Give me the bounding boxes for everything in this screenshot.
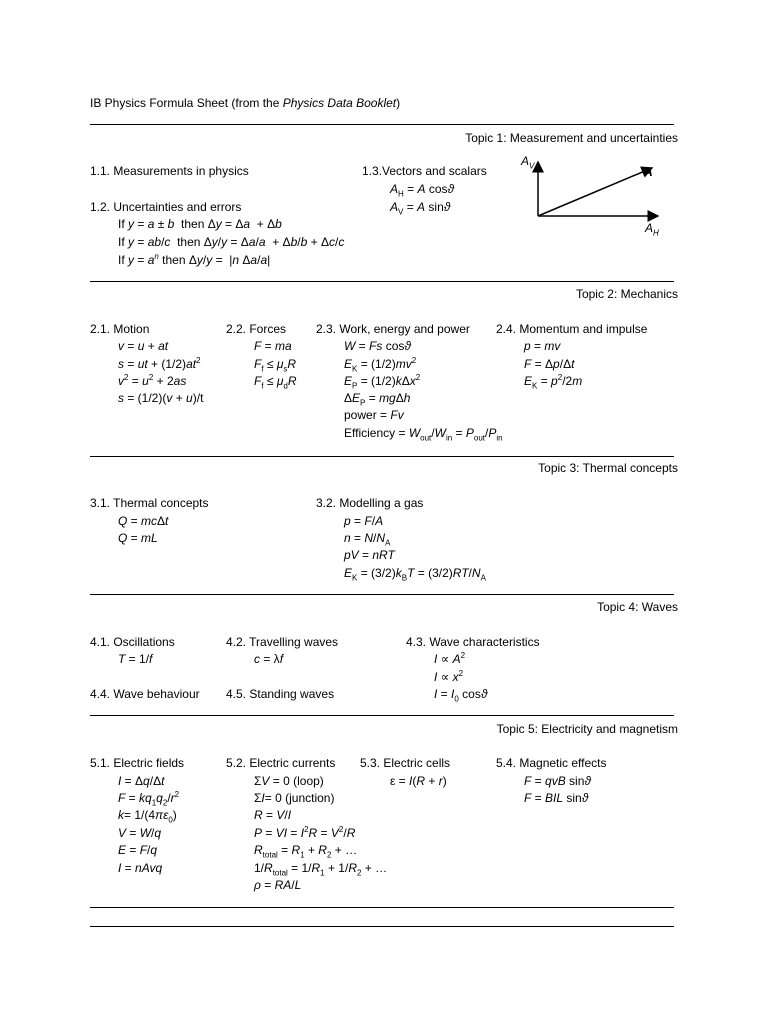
formula-thermal-2: Q = mL [118,531,158,545]
formula-field-5: E = F/q [118,843,158,857]
formula-cell-1: ε = I(R + r) [390,774,447,788]
topic-1-heading: Topic 1: Measurement and uncertainties [465,131,678,145]
formula-current-7: ρ = RA/L [254,878,302,892]
heading-1-2: 1.2. Uncertainties and errors [90,200,242,214]
topic-5-heading: Topic 5: Electricity and magnetism [496,722,678,736]
formula-current-4: P = VI = $I^2R = V^2/R$ [254,825,356,840]
formula-gas-4: $E_K = (3/2)k_BT = (3/2)RT/N_A$ [344,566,486,583]
formula-work-5: power = Fv [344,408,404,422]
formula-gas-1: p = F/A [344,514,384,528]
formula-current-6: $1/R_{total} = 1/R_1 + 1/R_2$ + … [254,861,388,878]
formula-field-3: $k= 1/(4\pi\varepsilon_0)$ [118,808,177,825]
label-av: $A_V$ [521,154,535,171]
divider [90,124,674,125]
formula-work-1: W = Fs cosϑ [344,339,411,353]
divider [90,715,674,716]
formula-thermal-1: Q = mcΔt [118,514,169,528]
formula-field-4: V = W/q [118,826,162,840]
heading-4-1: 4.1. Oscillations [90,635,175,649]
formula-work-4: $\Delta E_P = mg\Delta h$ [344,391,411,408]
heading-4-3: 4.3. Wave characteristics [406,635,540,649]
formula-travelling-1: c = λf [254,652,284,666]
page-title: IB Physics Formula Sheet (from the Physics Data Booklet) [90,96,401,110]
heading-2-2: 2.2. Forces [226,322,287,336]
formula-uncertainty-power: If $y = a^n$ then Δy/y = |n Δa/a| [118,252,271,267]
formula-gas-2: $n = N/N_A$ [344,531,391,548]
formula-forces-3: $F_f \le \mu_dR$ [254,374,297,391]
heading-1-3: 1.3.Vectors and scalars [362,164,487,178]
formula-work-6: Efficiency = $W_{out}/W_{in} = P_{out}/P_{in}$ [344,426,503,443]
heading-1-1: 1.1. Measurements in physics [90,164,249,178]
heading-2-4: 2.4. Momentum and impulse [496,322,648,336]
divider [90,926,674,927]
formula-field-1: I = Δq/Δt [118,774,165,788]
formula-field-2: $F = kq_1q_2/r^2$ [118,790,180,808]
heading-3-1: 3.1. Thermal concepts [90,496,209,510]
formula-current-3: R = V/I [254,808,292,822]
formula-field-6: I = nAvq [118,861,163,875]
label-ah: $A_H$ [645,221,659,238]
heading-5-1: 5.1. Electric fields [90,756,185,770]
heading-5-4: 5.4. Magnetic effects [496,756,607,770]
formula-wave-char-1: $I \propto A^2$ [434,651,466,666]
formula-work-3: $E_P = (1/2)k\Delta x^2$ [344,373,421,391]
label-a: A [644,165,653,179]
formula-motion-2: s = ut + $(1/2)at^2$ [118,356,201,371]
formula-wave-char-2: $I \propto x^2$ [434,669,464,684]
heading-2-1: 2.1. Motion [90,322,150,336]
divider [90,281,674,282]
formula-uncertainty-sum: If y = a ± b then Δy = Δa + Δb [118,217,282,231]
formula-motion-3: $v^2 = u^2 + 2as$ [118,373,187,388]
formula-current-1: ΣV = 0 (loop) [254,774,324,788]
divider [90,907,674,908]
formula-forces-2: $F_f \le \mu_sR$ [254,357,297,374]
formula-wave-char-3: $I = I_0$ cosϑ [434,687,488,704]
formula-momentum-1: p = mv [524,339,561,353]
formula-magnetic-1: F = qvB sinϑ [524,774,592,788]
formula-work-2: $E_K = (1/2)mv^2$ [344,356,417,374]
topic-2-heading: Topic 2: Mechanics [575,287,678,301]
heading-5-2: 5.2. Electric currents [226,756,336,770]
heading-4-2: 4.2. Travelling waves [226,635,339,649]
vector-a-arrow [538,168,652,216]
topic-3-heading: Topic 3: Thermal concepts [538,461,678,475]
formula-gas-3: pV = nRT [344,548,395,562]
formula-oscillation-1: T = 1/f [118,652,153,666]
formula-ah: $A_H = A$ cosϑ [390,182,455,199]
formula-motion-1: v = u + at [118,339,169,353]
heading-2-3: 2.3. Work, energy and power [316,322,470,336]
topic-4-heading: Topic 4: Waves [597,600,678,614]
formula-current-2: ΣI= 0 (junction) [254,791,335,805]
divider [90,594,674,595]
formula-momentum-3: $E_K = p^2/2m$ [524,373,583,391]
heading-3-2: 3.2. Modelling a gas [316,496,424,510]
formula-av: $A_V = A$ sinϑ [390,200,451,217]
divider [90,456,674,457]
heading-5-3: 5.3. Electric cells [360,756,451,770]
formula-current-5: $R_{total} = R_1 + R_2$ + … [254,843,358,860]
formula-motion-4: s = (1/2)(v + u)/t [118,391,204,405]
heading-4-4: 4.4. Wave behaviour [90,687,200,701]
formula-momentum-2: F = Δp/Δt [524,357,575,371]
formula-forces-1: F = ma [254,339,292,353]
formula-uncertainty-product: If y = ab/c then Δy/y = Δa/a + Δb/b + Δc/c [118,235,345,249]
formula-magnetic-2: F = BIL sinϑ [524,791,589,805]
heading-4-5: 4.5. Standing waves [226,687,335,701]
